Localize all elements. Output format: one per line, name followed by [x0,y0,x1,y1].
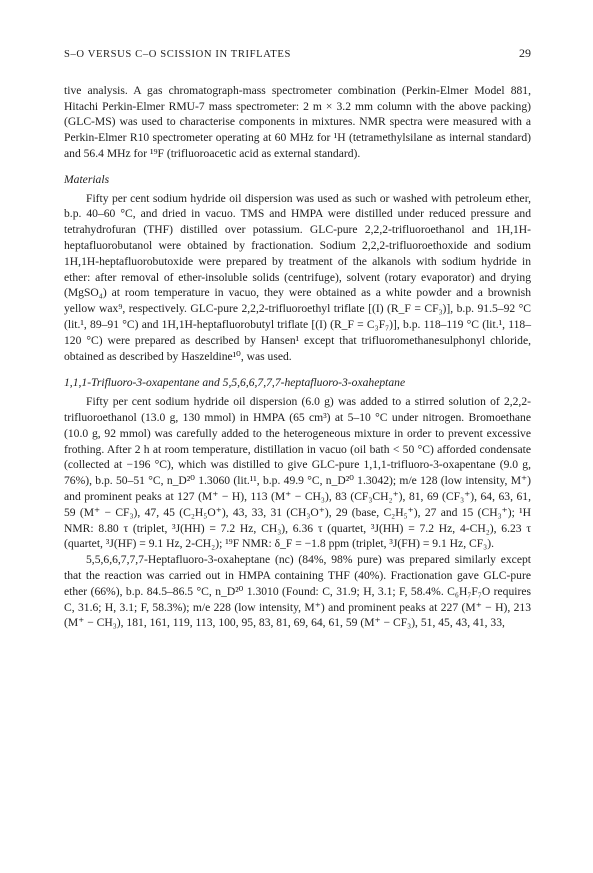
page-number: 29 [519,46,531,60]
body-paragraph: 5,5,6,6,7,7,7-Heptafluoro-3-oxaheptane (nc) (84%, 98% pure) was prepared similarly except that the reaction was carried out in HMPA containing THF (40%). Fractionation gave GLC-pure ether (66%), b.p. 84.5–86.5 °C, n_D²⁰ 1.3010 (Found: C, 31.9; H, 3.1; F, 58.4%. C₆H₇F₇O requires C, 31.6; H, 3.1; F, 58.3%); m/e 228 (low intensity, M⁺) and prominent peaks at 227 (M⁺ − H), 213 (M⁺ − CH₃), 181, 161, 119, 113, 100, 95, 83, 81, 69, 64, 61, 59 (M⁺ − CF₃), 51, 45, 43, 41, 33, [64,553,531,630]
body-paragraph: Fifty per cent sodium hydride oil dispersion was used as such or washed with petroleum ether, b.p. 40–60 °C, and dried in vacuo. TMS and HMPA were distilled under reduced pressure and tetrahydrofuran (THF) distilled over potassium. GLC-pure 2,2,2-trifluoroethanol and 1H,1H-heptafluorobutanol were obtained by fractionation. Sodium 2,2,2-trifluoroethoxide and sodium 1H,1H-heptafluorobutoxide were prepared by treatment of the alkanols with sodium hydride in ether: after removal of ether-insoluble solids (centrifuge), solvent (rotary evaporator) and drying (MgSO₄) at room temperature in vacuo, they were obtained as a white powder and a brownish yellow wax⁹, respectively. GLC-pure 2,2,2-trifluoroethyl triflate [(I) (R_F = CF₃)], b.p. 91.5–92 °C (lit.¹, 89–91 °C) and 1H,1H-heptafluorobutyl triflate [(I) (R_F = C₃F₇)], b.p. 118–119 °C (lit.¹, 118–120 °C) were prepared as described by Hansen¹ except that trifluoromethanesulphonyl chloride, obtained as described by Haszeldine¹⁰, was used. [64,191,531,363]
body-paragraph: tive analysis. A gas chromatograph-mass spectrometer combination (Perkin-Elmer Model 881, Hitachi Perkin-Elmer RMU-7 mass spectrometer: 2 m × 3.2 mm column with the above packing) (GLC-MS) was used to characterise components in mixtures. NMR spectra were measured with a Perkin-Elmer R10 spectrometer operating at 60 MHz for ¹H (tetramethylsilane as internal standard) and 56.4 MHz for ¹⁹F (trifluoroacetic acid as external standard). [64,83,531,160]
section-heading-materials: Materials [64,172,110,186]
running-title: S–O VERSUS C–O SCISSION IN TRIFLATES [64,49,291,60]
subsection-heading: 1,1,1-Trifluoro-3-oxapentane and 5,5,6,6,7,7,7-heptafluoro-3-oxaheptane [64,376,406,390]
body-paragraph: Fifty per cent sodium hydride oil dispersion (6.0 g) was added to a stirred solution of 2,2,2-trifluoroethanol (13.0 g, 130 mmol) in HMPA (65 cm³) at 5–10 °C under nitrogen. Bromoethane (10.0 g, 92 mmol) was carefully added to the heterogeneous mixture in order to prevent excessive frothing. After 2 h at room temperature, distillation in vacuo (oil bath < 50 °C) afforded condensate (collected at −196 °C), which was distilled to give GLC-pure 1,1,1-trifluoro-3-oxapentane (9.0 g, 76%), b.p. 50–51 °C, n_D²⁰ 1.3060 (lit.¹¹, b.p. 49.9 °C, n_D²⁰ 1.3042); m/e 128 (low intensity, M⁺) and prominent peaks at 127 (M⁺ − H), 113 (M⁺ − CH₃), 83 (CF₃CH₂⁺), 81, 69 (CF₃⁺), 64, 63, 61, 59 (M⁺ − CF₃), 47, 45 (C₂H₅O⁺), 43, 33, 31 (CH₃O⁺), 29 (base, C₂H₅⁺), 27 and 15 (CH₃⁺); ¹H NMR: 8.80 τ (triplet, ³J(HH) = 7.2 Hz, CH₃), 6.36 τ (quartet, ³J(HH) = 7.2 Hz, 4-CH₂), 6.23 τ (quartet, ³J(HF) = 9.1 Hz, 2-CH₂); ¹⁹F NMR: δ_F = −1.8 ppm (triplet, ³J(FH) = 9.1 Hz, CF₃). [64,395,531,551]
running-head [64,46,531,63]
